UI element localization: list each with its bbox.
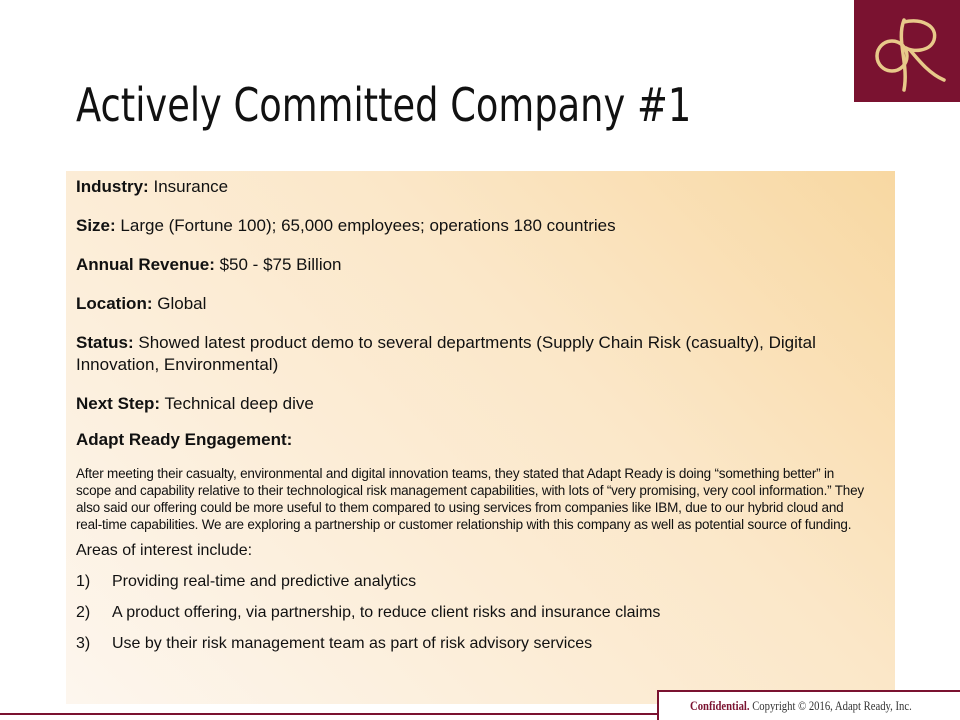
- field-annual-revenue: [76, 254, 866, 276]
- areas-intro: Areas of interest include:: [76, 542, 253, 559]
- field-label: Annual Revenue:: [76, 255, 215, 274]
- list-item-text: Providing real-time and predictive analytics: [112, 573, 417, 590]
- field-value: Global: [157, 294, 207, 313]
- field-label: Industry:: [76, 177, 149, 196]
- field-label: Location:: [76, 294, 153, 313]
- list-item: [76, 634, 866, 654]
- field-value: Insurance: [153, 177, 229, 196]
- field-label: Next Step:: [76, 394, 161, 413]
- field-location: [76, 293, 866, 315]
- list-item-text: Use by their risk management team as part of risk advisory services: [112, 635, 593, 652]
- page-title: Actively Committed Company #1: [76, 78, 692, 132]
- footer-divider: [0, 713, 660, 715]
- field-industry: [76, 176, 866, 198]
- field-value: $50 - $75 Billion: [219, 255, 342, 274]
- engagement-heading-text: Adapt Ready Engagement:: [76, 430, 293, 449]
- company-logo: [854, 0, 960, 102]
- confidential-label: Confidential.: [690, 698, 750, 713]
- list-item-text: A product offering, via partnership, to reduce client risks and insurance claims: [112, 604, 661, 621]
- field-value: Showed latest product demo to several departments (Supply Chain Risk (casualty), Digital Innovation, Environmental): [76, 333, 816, 374]
- adapt-ready-monogram-logo-icon: [854, 0, 960, 102]
- engagement-heading: [76, 429, 866, 451]
- field-next-step: [76, 393, 866, 415]
- list-item-number: 2): [76, 604, 91, 621]
- list-item-number: 1): [76, 573, 91, 590]
- company-details: [76, 176, 866, 665]
- field-status: [76, 332, 866, 376]
- list-item: [76, 603, 866, 623]
- field-label: Status:: [76, 333, 134, 352]
- engagement-paragraph: After meeting their casualty, environmental and digital innovation teams, they stated that Adapt Ready is doing “something better” in scope and capability relative to their technological risk management capabilities, with lots of “very promising, very cool information.” They also said our offering could be more useful to them compared to using services from companies like IBM, due to our hybrid cloud and real-time capabilities. We are exploring a partnership or customer relationship with this company as well as potential source of funding.: [76, 466, 864, 532]
- list-item-number: 3): [76, 635, 91, 652]
- list-item: [76, 572, 866, 592]
- field-size: [76, 215, 866, 237]
- field-value: Large (Fortune 100); 65,000 employees; operations 180 countries: [120, 216, 616, 235]
- copyright-text: Copyright © 2016, Adapt Ready, Inc.: [752, 698, 912, 713]
- field-label: Size:: [76, 216, 116, 235]
- field-value: Technical deep dive: [164, 394, 314, 413]
- footer-copyright: [690, 698, 912, 714]
